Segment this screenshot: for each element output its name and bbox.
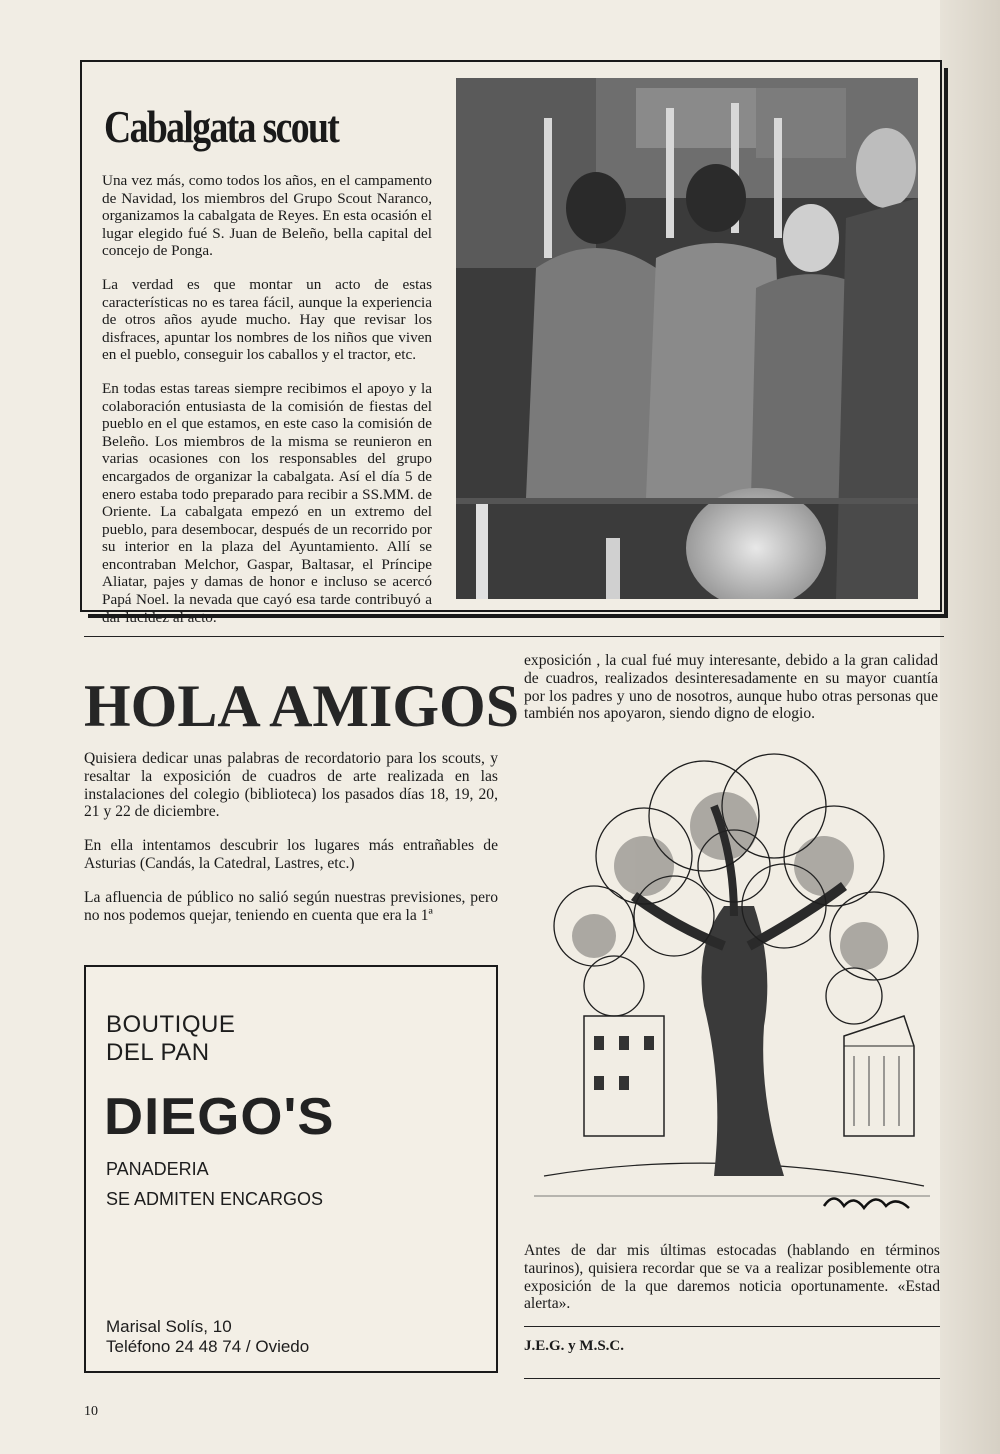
ad-brand-name: DIEGO'S (104, 1088, 335, 1146)
ad-address: Marisal Solís, 10 (106, 1317, 232, 1336)
cabalgata-title: Cabalgata scout (104, 101, 339, 152)
ad-line-del-pan: DEL PAN (106, 1039, 210, 1066)
hola-paragraph: Antes de dar mis últimas estocadas (hablando en términos taurinos), quisiera recordar que se va a realizar posiblemente otra exposición de la que daremos noticia oportunamente. «Estad alerta». (524, 1242, 940, 1313)
ad-line-panaderia: PANADERIA (106, 1159, 209, 1179)
hola-continuation (524, 652, 938, 723)
section-divider (84, 636, 944, 637)
cabalgata-paragraph: La verdad es que montar un acto de estas características no es tarea fácil, aunque la experiencia de otros años ayude mucho. Hay que revisar los disfraces, apuntar los nombres de los niños que viven en el pueblo, conseguir los caballos y el tractor, etc. (102, 275, 432, 364)
cabalgata-body (102, 172, 432, 642)
cabalgata-paragraph: Una vez más, como todos los años, en el campamento de Navidad, los miembros del Grupo Scout Naranco, organizamos la cabalgata de Reyes. En esta ocasión el lugar elegido fué S. Juan de Beleño, bella capital del concejo de Ponga. (102, 172, 432, 260)
signature-divider-bottom (524, 1378, 940, 1379)
ad-phone: Teléfono 24 48 74 / Oviedo (106, 1337, 310, 1356)
hola-paragraph: Quisiera dedicar unas palabras de recordatorio para los scouts, y resaltar la exposición de cuadros de arte realizada en las instalaciones del colegio (biblioteca) los pasados días 18, 19, 20, 21 y 22 de diciembre. (84, 750, 498, 821)
hola-title: HOLA AMIGOS (84, 673, 520, 739)
cabalgata-article (80, 60, 942, 626)
hola-body (84, 750, 498, 940)
signature-divider-top (524, 1326, 940, 1327)
hola-paragraph: exposición , la cual fué muy interesante, debido a la gran calidad de cuadros, realizados desinteresadamente en su mayor cuantía por los padres y uno de nosotros, aunque hubo otras personas que también nos apoyaron, siendo digno de elogio. (524, 652, 938, 723)
page-edge-shadow (940, 0, 1000, 1454)
ad-line-encargos: SE ADMITEN ENCARGOS (106, 1189, 324, 1209)
hola-paragraph: La afluencia de público no salió según nuestras previsiones, pero no nos podemos quejar, teniendo en cuenta que era la 1ª (84, 888, 498, 924)
tree-drawing (524, 746, 940, 1236)
cabalgata-paragraph: En todas estas tareas siempre recibimos el apoyo y la colaboración entusiasta de la comisión de fiestas del pueblo en el que estamos, en este caso la comisión de Beleño. Los miembros de la misma se reunieron en varias ocasiones con los responsables del grupo encargados de organizar la cabalgata. Así el día 5 de enero estaba todo preparado para recibir a SS.MM. de Oriente. La cabalgata empezó en un extremo del pueblo, para desembocar, después de un recorrido por su interior en la plaza del Ayuntamiento. Allí se encontraban Melchor, Gaspar, Baltasar, el Príncipe Aliatar, pajes y damas de honor e incluso se acercó Papá Noel. la nevada que cayó esa tarde contribuyó a dar lucidez al acto. (102, 379, 432, 626)
article-signature: J.E.G. y M.S.C. (524, 1338, 625, 1354)
tree-illustration (524, 746, 940, 1236)
bakery-advertisement (84, 965, 498, 1373)
page-number: 10 (84, 1404, 98, 1419)
cabalgata-photo (456, 78, 918, 599)
ad-line-boutique: BOUTIQUE (106, 1011, 236, 1038)
hola-paragraph: En ella intentamos descubrir los lugares más entrañables de Asturias (Candás, la Catedral, Lastres, etc.) (84, 837, 498, 872)
photo-illustration (456, 78, 918, 599)
hola-closing (524, 1242, 940, 1313)
